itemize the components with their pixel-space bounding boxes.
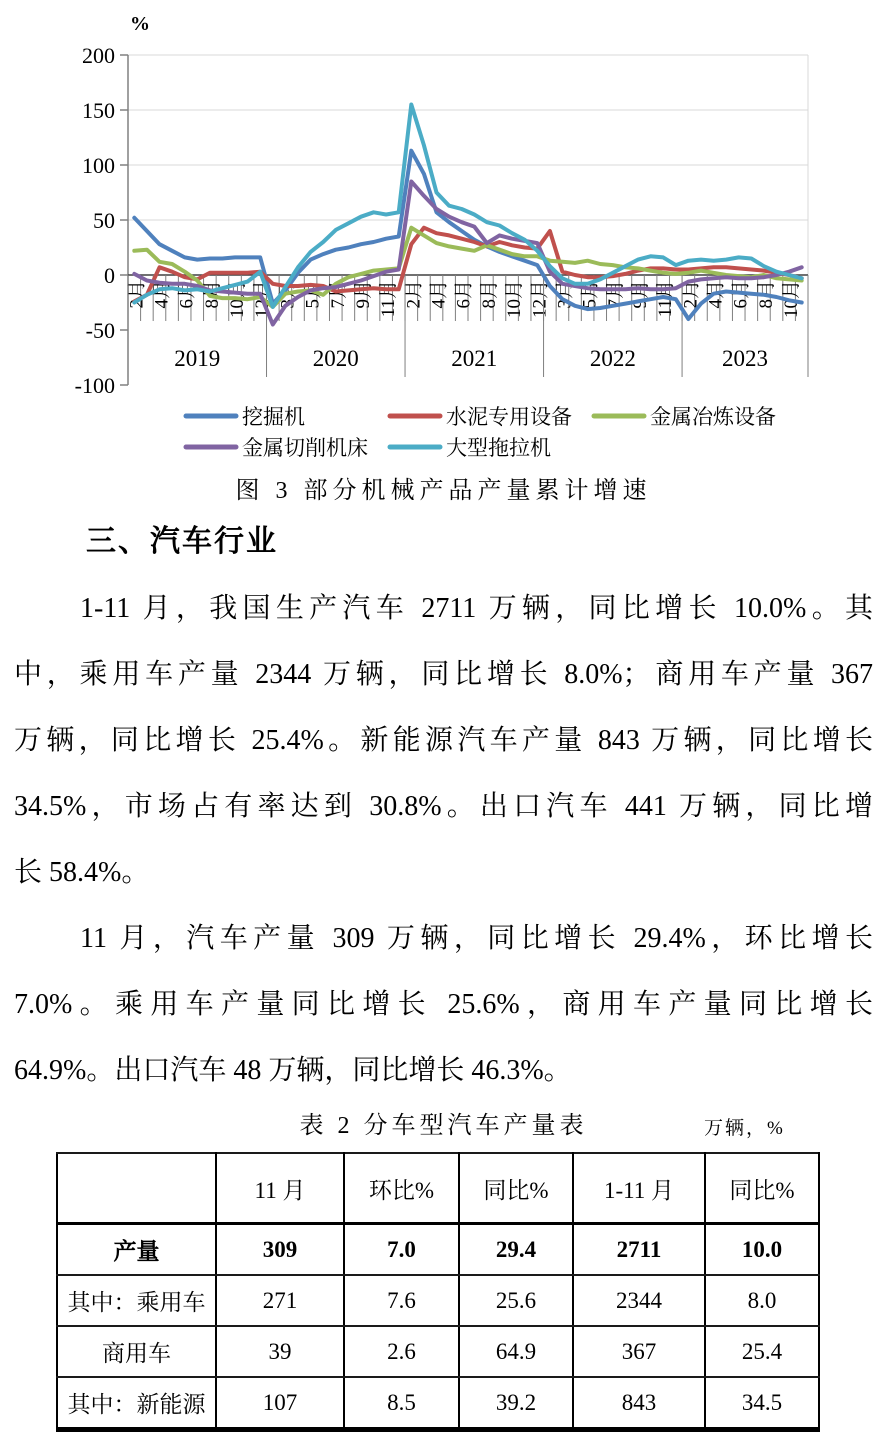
header-cell-ytd: 1-11 月 xyxy=(573,1153,705,1224)
x-axis-month-label: 6月 xyxy=(176,280,198,309)
y-axis-label: 150 xyxy=(82,98,115,123)
header-cell-month: 11 月 xyxy=(216,1153,344,1224)
x-axis-month-label: 9月 xyxy=(352,280,374,309)
table-cell: 2.6 xyxy=(344,1326,459,1377)
paragraph-line: 中，乘用车产量 2344 万辆，同比增长 8.0%；商用车产量 367 xyxy=(14,659,873,690)
table-title-row xyxy=(0,1106,887,1146)
x-axis-month-label: 11月 xyxy=(378,280,400,318)
table-row-passenger xyxy=(57,1275,819,1326)
production-table xyxy=(56,1152,820,1432)
y-axis-label: 0 xyxy=(104,263,115,288)
section-heading: 三、汽车行业 xyxy=(86,525,278,558)
legend-label-metal-smelting: 金属冶炼设备 xyxy=(650,405,776,429)
x-axis-month-label: 6月 xyxy=(453,280,475,309)
x-axis-month-label: 3月 xyxy=(277,280,299,309)
paragraph-line: 11 月，汽车产量 309 万辆，同比增长 29.4%，环比增长 xyxy=(80,923,873,954)
x-axis-month-label: 4月 xyxy=(705,280,727,309)
table-cell: 64.9 xyxy=(459,1326,573,1377)
table-cell: 25.4 xyxy=(705,1326,819,1377)
paragraph-production-cumulative xyxy=(14,576,873,906)
y-axis-unit-label: % xyxy=(130,13,150,35)
legend-label-machine-tools: 金属切削机床 xyxy=(242,436,368,460)
x-axis-month-label: 4月 xyxy=(428,280,450,309)
y-axis-label: -50 xyxy=(85,318,115,343)
row-label: 产量 xyxy=(57,1224,216,1276)
x-axis-month-label: 6月 xyxy=(730,280,752,309)
paragraph-line: 34.5%，市场占有率达到 30.8%。出口汽车 441 万辆，同比增 xyxy=(14,791,873,822)
x-axis-month-label: 10月 xyxy=(781,280,803,319)
header-cell-mom: 环比% xyxy=(344,1153,459,1224)
row-label: 其中：乘用车 xyxy=(57,1275,216,1326)
x-axis-month-label: 3月 xyxy=(554,280,576,309)
year-label: 2020 xyxy=(312,346,359,371)
x-axis-month-label: 7月 xyxy=(327,280,349,309)
paragraph-line: 万辆，同比增长 25.4%。新能源汽车产量 843 万辆，同比增长 xyxy=(14,725,873,756)
x-axis-month-label: 5月 xyxy=(302,280,324,309)
table-cell: 2344 xyxy=(573,1275,705,1326)
header-cell-blank xyxy=(57,1153,216,1224)
x-axis-month-label: 2月 xyxy=(403,280,425,309)
legend-label-tractors: 大型拖拉机 xyxy=(446,436,551,460)
y-axis-label: 200 xyxy=(82,43,115,68)
paragraph-line: 长 58.4%。 xyxy=(14,857,150,888)
x-axis-month-label: 2月 xyxy=(680,280,702,309)
table-cell: 367 xyxy=(573,1326,705,1377)
row-label: 其中：新能源 xyxy=(57,1377,216,1430)
x-axis-month-label: 2月 xyxy=(126,280,148,309)
x-axis-month-label: 8月 xyxy=(201,280,223,309)
table-cell: 25.6 xyxy=(459,1275,573,1326)
table-cell: 8.0 xyxy=(705,1275,819,1326)
table-unit-label: 万辆，% xyxy=(704,1118,785,1139)
year-label: 2021 xyxy=(451,346,498,371)
paragraph-production-monthly xyxy=(14,906,873,1104)
header-cell-ytd-yoy: 同比% xyxy=(705,1153,819,1224)
legend-label-excavator: 挖掘机 xyxy=(242,405,305,429)
x-axis-month-label: 8月 xyxy=(478,280,500,309)
table-cell: 29.4 xyxy=(459,1224,573,1276)
y-axis-label: 100 xyxy=(82,153,115,178)
table-row-commercial xyxy=(57,1326,819,1377)
table-cell: 309 xyxy=(216,1224,344,1276)
x-axis-month-label: 9月 xyxy=(630,280,651,309)
y-axis-label: 50 xyxy=(93,208,115,233)
row-label: 商用车 xyxy=(57,1326,216,1377)
machinery-growth-chart xyxy=(0,0,887,470)
chart-caption: 图 3 部分机械产品产量累计增速 xyxy=(235,478,652,504)
table-header-row xyxy=(57,1153,819,1224)
x-axis-month-label: 10月 xyxy=(504,280,526,319)
table-cell: 2711 xyxy=(573,1224,705,1276)
x-axis-month-label: 7月 xyxy=(604,280,626,309)
table-row-total xyxy=(57,1224,819,1276)
table-row-nev xyxy=(57,1377,819,1430)
table-cell: 107 xyxy=(216,1377,344,1430)
table-title: 表 2 分车型汽车产量表 xyxy=(299,1113,588,1139)
y-axis-label: -100 xyxy=(74,373,115,398)
machinery-growth-chart-block xyxy=(0,0,887,470)
x-axis-month-label: 4月 xyxy=(151,280,173,309)
paragraph-line: 64.9%。出口汽车 48 万辆，同比增长 46.3%。 xyxy=(14,1055,572,1086)
x-axis-month-label: 11月 xyxy=(655,280,677,318)
x-axis-month-label: 10月 xyxy=(227,280,249,319)
table-cell: 10.0 xyxy=(705,1224,819,1276)
paragraph-line: 7.0%。乘用车产量同比增长 25.6%，商用车产量同比增长 xyxy=(14,989,873,1020)
table-cell: 34.5 xyxy=(705,1377,819,1430)
table-cell: 271 xyxy=(216,1275,344,1326)
x-axis-month-label: 5月 xyxy=(579,280,601,309)
table-cell: 7.6 xyxy=(344,1275,459,1326)
table-cell: 39 xyxy=(216,1326,344,1377)
x-axis-month-label: 12月 xyxy=(252,280,274,319)
header-cell-yoy: 同比% xyxy=(459,1153,573,1224)
table-cell: 39.2 xyxy=(459,1377,573,1430)
paragraph-line: 1-11 月，我国生产汽车 2711 万辆，同比增长 10.0%。其 xyxy=(80,593,873,624)
legend-label-cement-equipment: 水泥专用设备 xyxy=(446,405,572,429)
table-cell: 8.5 xyxy=(344,1377,459,1430)
x-axis-month-label: 8月 xyxy=(755,280,777,309)
year-label: 2019 xyxy=(174,346,221,371)
table-cell: 7.0 xyxy=(344,1224,459,1276)
table-cell: 843 xyxy=(573,1377,705,1430)
year-label: 2022 xyxy=(589,346,636,371)
year-label: 2023 xyxy=(722,346,769,371)
x-axis-month-label: 12月 xyxy=(529,280,551,319)
